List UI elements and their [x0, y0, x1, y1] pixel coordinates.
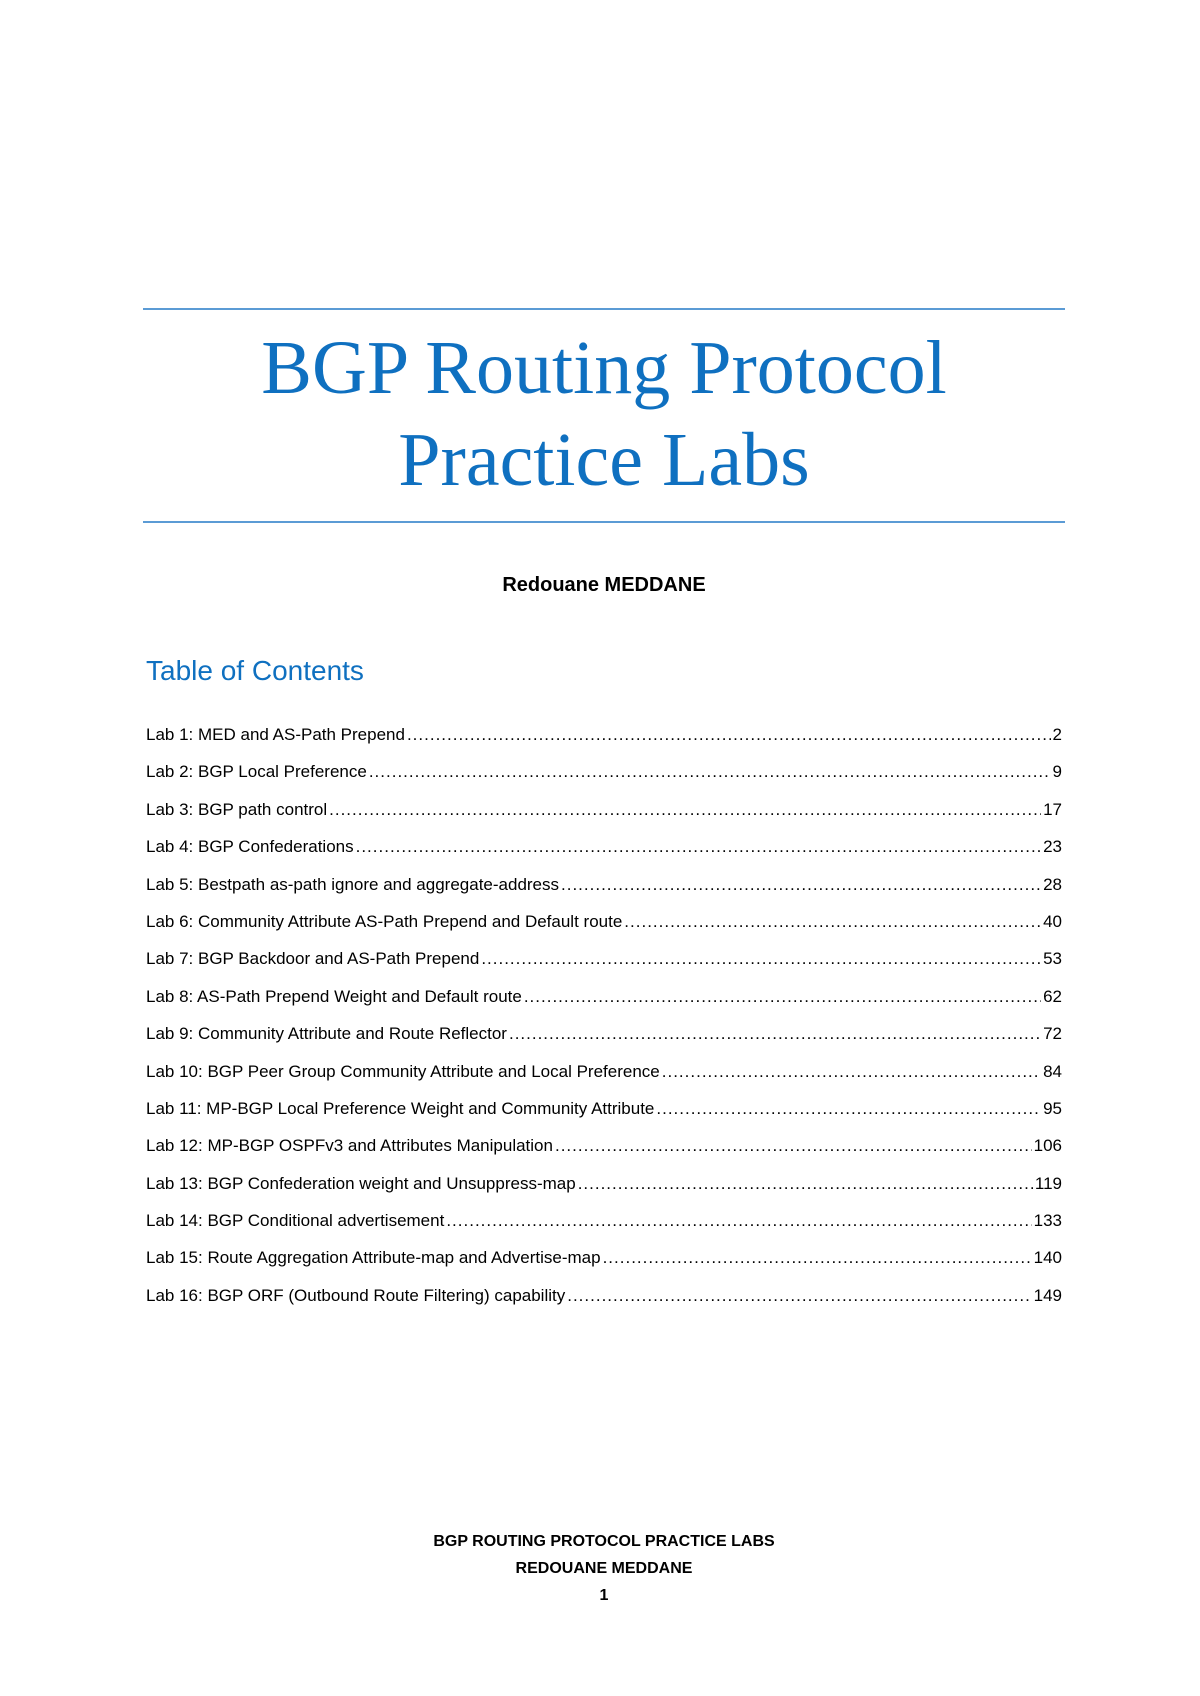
- toc-entry[interactable]: [146, 875, 1062, 912]
- toc-entry-label: Lab 2: BGP Local Preference: [146, 762, 367, 782]
- toc-entry[interactable]: [146, 725, 1062, 762]
- title-line-2: Practice Labs: [398, 418, 810, 502]
- toc-dot-leader: [624, 912, 1041, 932]
- toc-entry[interactable]: [146, 800, 1062, 837]
- footer-title: BGP ROUTING PROTOCOL PRACTICE LABS: [433, 1533, 775, 1550]
- toc-entry-page: 133: [1033, 1211, 1062, 1231]
- toc-entry-page: 53: [1043, 949, 1062, 969]
- toc-entry-page: 2: [1052, 725, 1062, 744]
- toc-entry-label: Lab 12: MP-BGP OSPFv3 and Attributes Manipulation: [146, 1136, 553, 1156]
- toc-entry[interactable]: [146, 762, 1062, 799]
- toc-entry[interactable]: [146, 1062, 1062, 1099]
- toc-entry-label: Lab 15: Route Aggregation Attribute-map and Advertise-map: [146, 1248, 601, 1268]
- toc-entry-page: 72: [1043, 1024, 1062, 1044]
- toc-entry-page: 106: [1033, 1136, 1062, 1156]
- toc-dot-leader: [524, 987, 1041, 1007]
- toc-entry-page: 84: [1043, 1061, 1062, 1081]
- page-number: 1: [599, 1587, 609, 1604]
- toc-entry-label: Lab 11: MP-BGP Local Preference Weight and Community Attribute: [146, 1098, 655, 1118]
- toc-dot-leader: [578, 1174, 1033, 1194]
- toc-entry[interactable]: [146, 987, 1062, 1024]
- toc-dot-leader: [329, 800, 1041, 820]
- page-footer: [143, 1528, 1065, 1609]
- toc-entry-label: Lab 5: Bestpath as-path ignore and aggregate-address: [146, 874, 560, 894]
- toc-entry[interactable]: [146, 1099, 1062, 1136]
- title-line-1: BGP Routing Protocol: [261, 326, 947, 410]
- document-title: [143, 322, 1065, 506]
- toc-entry-label: Lab 1: MED and AS-Path Prepend: [146, 725, 405, 744]
- toc-entry[interactable]: [146, 949, 1062, 986]
- toc-dot-leader: [603, 1248, 1032, 1268]
- toc-entry-label: Lab 7: BGP Backdoor and AS-Path Prepend: [146, 949, 480, 969]
- toc-entry-page: 9: [1052, 762, 1062, 782]
- toc-dot-leader: [446, 1211, 1031, 1231]
- toc-entry-page: 149: [1033, 1285, 1062, 1305]
- toc-entry-page: 23: [1043, 837, 1062, 857]
- toc-entry[interactable]: [146, 1174, 1062, 1211]
- toc-entry-label: Lab 10: BGP Peer Group Community Attribute and Local Preference: [146, 1061, 660, 1081]
- toc-entry-label: Lab 8: AS-Path Prepend Weight and Default route: [146, 986, 522, 1006]
- toc-entry-page: 119: [1034, 1173, 1062, 1193]
- toc-entry-page: 17: [1043, 799, 1062, 819]
- title-top-rule: [143, 308, 1065, 310]
- author-name: Redouane MEDDANE: [502, 574, 706, 596]
- toc-entry[interactable]: [146, 1136, 1062, 1173]
- table-of-contents: [146, 725, 1062, 1323]
- toc-dot-leader: [567, 1286, 1031, 1306]
- toc-entry-page: 140: [1033, 1248, 1062, 1268]
- toc-dot-leader: [481, 949, 1041, 969]
- toc-entry[interactable]: [146, 1211, 1062, 1248]
- toc-entry-label: Lab 6: Community Attribute AS-Path Prepend and Default route: [146, 911, 623, 931]
- toc-dot-leader: [509, 1024, 1041, 1044]
- title-bottom-rule: [143, 521, 1065, 523]
- toc-entry-label: Lab 9: Community Attribute and Route Reflector: [146, 1024, 507, 1044]
- toc-entry-page: 95: [1043, 1098, 1062, 1118]
- toc-dot-leader: [656, 1099, 1041, 1119]
- toc-dot-leader: [561, 875, 1041, 895]
- footer-author: REDOUANE MEDDANE: [515, 1560, 693, 1577]
- toc-entry-page: 62: [1043, 986, 1062, 1006]
- toc-entry[interactable]: [146, 912, 1062, 949]
- toc-entry[interactable]: [146, 1248, 1062, 1285]
- toc-entry-label: Lab 14: BGP Conditional advertisement: [146, 1211, 445, 1231]
- toc-dot-leader: [555, 1136, 1032, 1156]
- toc-entry-page: 28: [1043, 874, 1062, 894]
- toc-dot-leader: [662, 1062, 1041, 1082]
- toc-dot-leader: [369, 762, 1051, 782]
- toc-entry-label: Lab 13: BGP Confederation weight and Unsuppress-map: [146, 1173, 576, 1193]
- toc-heading: Table of Contents: [146, 655, 364, 686]
- toc-entry[interactable]: [146, 1024, 1062, 1061]
- toc-dot-leader: [407, 725, 1051, 745]
- toc-entry-page: 40: [1043, 911, 1062, 931]
- toc-entry[interactable]: [146, 1286, 1062, 1323]
- toc-entry-label: Lab 3: BGP path control: [146, 799, 328, 819]
- toc-entry[interactable]: [146, 837, 1062, 874]
- toc-dot-leader: [356, 837, 1041, 857]
- toc-entry-label: Lab 4: BGP Confederations: [146, 837, 354, 857]
- toc-entry-label: Lab 16: BGP ORF (Outbound Route Filtering) capability: [146, 1285, 566, 1305]
